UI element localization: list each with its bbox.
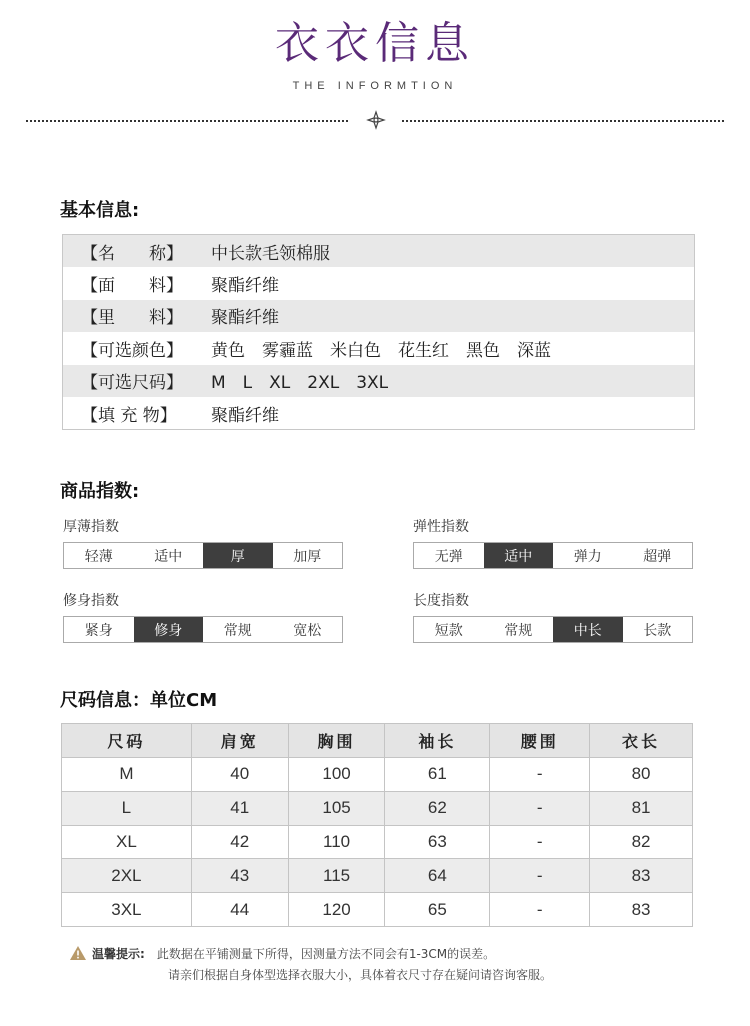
index-group xyxy=(413,516,693,569)
table-cell: 65 xyxy=(385,893,490,927)
index-option: 弹力 xyxy=(553,543,623,568)
table-row xyxy=(62,859,693,893)
table-cell: - xyxy=(490,859,590,893)
index-option: 常规 xyxy=(203,617,273,642)
size-table-header-cell: 尺码 xyxy=(62,724,192,758)
index-option-selected: 修身 xyxy=(134,617,204,642)
table-cell: 40 xyxy=(191,758,288,792)
index-option: 加厚 xyxy=(273,543,343,568)
basic-info-value: 中长款毛领棉服 xyxy=(211,243,330,264)
index-scale xyxy=(413,542,693,569)
basic-info-row xyxy=(63,365,694,397)
basic-info-label: 【可选颜色】 xyxy=(81,340,183,361)
index-option: 紧身 xyxy=(64,617,134,642)
index-option: 无弹 xyxy=(414,543,484,568)
table-cell: 62 xyxy=(385,791,490,825)
index-option-selected: 中长 xyxy=(553,617,623,642)
basic-info-row xyxy=(63,332,694,364)
page-subtitle: THE INFORMTION xyxy=(292,80,458,92)
index-label: 弹性指数 xyxy=(413,519,469,535)
table-row xyxy=(62,758,693,792)
tips xyxy=(70,944,552,986)
page-title: 衣衣信息 xyxy=(275,18,475,69)
basic-info-value: 黄色 雾霾蓝 米白色 花生红 黑色 深蓝 xyxy=(211,340,551,361)
tips-line-1: 此数据在平铺测量下所得，因测量方法不同会有1-3CM的误差。 xyxy=(156,947,496,961)
basic-info-row xyxy=(63,397,694,429)
table-cell: 120 xyxy=(288,893,385,927)
tips-title: 温馨提示: xyxy=(92,947,145,961)
index-scale xyxy=(63,616,343,643)
table-cell: 100 xyxy=(288,758,385,792)
index-option-selected: 厚 xyxy=(203,543,273,568)
warning-icon xyxy=(70,946,86,960)
table-cell: 41 xyxy=(191,791,288,825)
table-cell: 44 xyxy=(191,893,288,927)
size-info-title: 尺码信息：单位CM xyxy=(60,690,218,711)
size-table-header-cell: 胸围 xyxy=(288,724,385,758)
table-cell: 105 xyxy=(288,791,385,825)
table-cell: 64 xyxy=(385,859,490,893)
index-scale xyxy=(413,616,693,643)
index-group xyxy=(413,590,693,643)
table-cell: L xyxy=(62,791,192,825)
index-option: 适中 xyxy=(134,543,204,568)
size-table-header-cell: 腰围 xyxy=(490,724,590,758)
basic-info-value: 聚酯纤维 xyxy=(211,308,279,329)
divider-left xyxy=(26,120,348,122)
basic-info-title: 基本信息: xyxy=(60,200,140,221)
table-cell: M xyxy=(62,758,192,792)
index-option: 短款 xyxy=(414,617,484,642)
basic-info-row xyxy=(63,267,694,299)
size-table-header xyxy=(62,724,693,758)
table-cell: 3XL xyxy=(62,893,192,927)
table-cell: 115 xyxy=(288,859,385,893)
table-cell: - xyxy=(490,825,590,859)
table-cell: XL xyxy=(62,825,192,859)
table-cell: 83 xyxy=(590,893,693,927)
table-cell: 42 xyxy=(191,825,288,859)
index-group xyxy=(63,516,343,569)
index-label: 长度指数 xyxy=(413,593,469,609)
table-row xyxy=(62,825,693,859)
table-cell: 80 xyxy=(590,758,693,792)
table-cell: 81 xyxy=(590,791,693,825)
index-scale xyxy=(63,542,343,569)
size-table xyxy=(61,723,693,927)
table-cell: 61 xyxy=(385,758,490,792)
index-option: 轻薄 xyxy=(64,543,134,568)
table-row xyxy=(62,893,693,927)
tips-line-2: 请亲们根据自身体型选择衣服大小，具体着衣尺寸存在疑问请咨询客服。 xyxy=(168,968,553,982)
table-cell: 63 xyxy=(385,825,490,859)
index-option: 长款 xyxy=(623,617,693,642)
basic-info-value: 聚酯纤维 xyxy=(211,276,279,297)
table-cell: - xyxy=(490,893,590,927)
table-cell: 110 xyxy=(288,825,385,859)
product-index-title: 商品指数: xyxy=(60,481,140,502)
basic-info-table xyxy=(62,234,695,430)
index-option: 超弹 xyxy=(623,543,693,568)
table-cell: - xyxy=(490,791,590,825)
index-option-selected: 适中 xyxy=(484,543,554,568)
basic-info-label: 【里 料】 xyxy=(81,308,183,329)
index-label: 厚薄指数 xyxy=(63,519,119,535)
table-cell: 83 xyxy=(590,859,693,893)
table-cell: - xyxy=(490,758,590,792)
size-table-header-cell: 衣长 xyxy=(590,724,693,758)
divider-right xyxy=(402,120,724,122)
basic-info-label: 【面 料】 xyxy=(81,276,183,297)
size-table-header-cell: 肩宽 xyxy=(191,724,288,758)
basic-info-label: 【填 充 物】 xyxy=(81,405,177,426)
table-cell: 2XL xyxy=(62,859,192,893)
ornament-icon xyxy=(366,110,386,130)
table-cell: 43 xyxy=(191,859,288,893)
basic-info-label: 【名 称】 xyxy=(81,243,183,264)
table-row xyxy=(62,791,693,825)
basic-info-value: 聚酯纤维 xyxy=(211,405,279,426)
index-option: 宽松 xyxy=(273,617,343,642)
basic-info-row xyxy=(63,300,694,332)
index-label: 修身指数 xyxy=(63,593,119,609)
index-option: 常规 xyxy=(484,617,554,642)
table-cell: 82 xyxy=(590,825,693,859)
basic-info-value: M L XL 2XL 3XL xyxy=(211,373,389,394)
basic-info-label: 【可选尺码】 xyxy=(81,373,183,394)
index-group xyxy=(63,590,343,643)
basic-info-row xyxy=(63,235,694,267)
size-table-header-cell: 袖长 xyxy=(385,724,490,758)
